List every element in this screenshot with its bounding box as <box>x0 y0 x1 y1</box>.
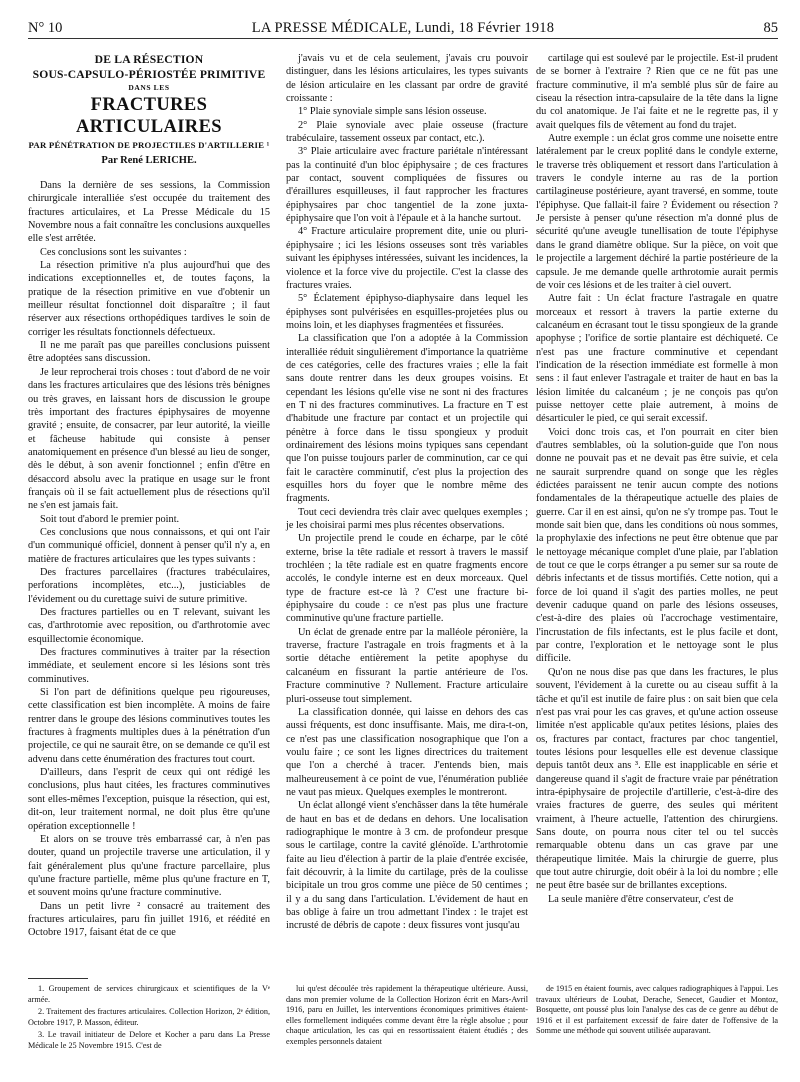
footnotes-column-3 <box>536 984 778 1039</box>
paragraph: cartilage qui est soulevé par le projectile. Est-il prudent de se borner à l'extraire ? Rien que ce ne fût pas une fracture comminutive, il m'a semblé plus sûr de faire au ciseau la résection intra-capsulaire de la tête dans la ligne du col anatomique. Je l'ai faite et ne le regrette pas, il y avait quelques fils de vêtement au fond du trajet. <box>536 53 778 131</box>
paragraph: j'avais vu et de cela seulement, j'avais cru pouvoir distinguer, dans les lésions articulaires, les types suivants de lésion articulaire en les classant par ordre de gravité croissante : <box>286 53 528 105</box>
paragraph: Autre exemple : un éclat gros comme une noisette entre latéralement par le creux poplité dans le condyle externe, le traverse très obliquement et ressort dans l'articulation à travers le condyle interne au ras de la portion cartilagineuse postérieure, ayant traversé, en somme, toute l'épiphyse. Que fallait-il faire ? Évidement ou résection ? Je persiste à penser qu'une résection m'a donné plus de sécurité qu'une aveugle tunellisation de toute l'épiphyse dans le grand diamètre oblique. Sur la pièce, on voit que le projectile a largement déchiré la partie postérieure de la capsule. Je me demande quelle arthrotomie aurait permis de voir ces lésions et de les traiter à ciel ouvert. <box>536 133 778 291</box>
paragraph: Des fractures partielles ou en T relevant, suivant les cas, d'arthrotomie avec reposition, ou d'arthrotomie avec esquillectomie économique. <box>28 607 270 645</box>
paragraph: La classification donnée, qui laisse en dehors des cas aussi fréquents, est donc insuffisante. Mais, me dira-t-on, ce n'est pas une classification nosographique que l'on a voulu faire ; ce sont les lignes directrices du traitement que l'on a cherché à tracer. J'entends bien, mais malheureusement à ce point de vue, l'énumération publiée ne vaut pas mieux. Quelques exemples le montreront. <box>286 706 528 798</box>
paragraph: Et alors on se trouve très embarrassé car, à n'en pas douter, quand un projectile traverse une articulation, il y fait généralement plus qu'une fracture parcellaire, plus qu'une fracture partielle, même plus qu'une fracture en T, et souvent moins qu'une fracture comminutive. <box>28 833 270 899</box>
footnote: lui qu'est découlée très rapidement la thérapeutique ultérieure. Aussi, dans mon premier volume de la Collection Horizon écrit en Mars-Avril 1916, paru en Juillet, les interventions économiques primitives étaient-elles formellement indiquées comme devant être la règle absolue ; pour chaque articulation, les cas qui en ressortissaient étaient étudiés ; des exemples personnels dataient <box>286 984 528 1046</box>
paragraph: La seule manière d'être conservateur, c'est de <box>548 893 734 905</box>
paragraph: Ces conclusions sont les suivantes : <box>40 246 187 258</box>
paragraph: Il ne me paraît pas que pareilles conclusions puissent être adoptées sans discussion. <box>28 340 270 365</box>
issue-number: N° 10 <box>28 19 63 36</box>
paragraph: 5° Éclatement épiphyso-diaphysaire dans lequel les épiphyses sont pulvérisées en esquilles-projetées plus ou moins loin, et les diaphyses fragmentées et fissurées. <box>286 293 528 331</box>
paragraph: 3° Plaie articulaire avec fracture pariétale n'intéressant pas la continuité d'un bloc épiphysaire ; de ces fractures par contact, souvent compliquées de fissures ou d'éraillures esquilleuses, il faut rapprocher les fractures épiphysaires par choc tangentiel de la zone juxta-épiphysaire que l'on voit à l'épaule et à la hanche surtout. <box>286 146 528 225</box>
paragraph: Dans la dernière de ses sessions, la Commission chirurgicale interalliée s'est occupée du traitement des fractures articulaires, et La Presse Médicale du 15 Novembre nous a fait connaître les conclusions auxquelles elle s'est arrêtée. <box>28 180 270 245</box>
paragraph: 1° Plaie synoviale simple sans lésion osseuse. <box>298 106 487 118</box>
article-author: Par René LERICHE. <box>101 155 197 166</box>
paragraph: Autre fait : Un éclat fracture l'astragale en quatre morceaux et ressort à travers la partie externe du calcanéum en écrasant tout le tissu spongieux de la grande apophyse ; l'orifice de sortie plantaire est déchiqueté. Ce n'est pas une fracture comminutive et cependant l'indication de la résection immédiate est formelle à mon sens : il faut enlever l'astragale et traiter de haut en bas la lésion limitée du calcanéum ; je ne conçois pas qu'on puisse nettoyer cette plaie autrement, à moins de désarticuler le pied, ce qui serait excessif. <box>536 293 778 425</box>
paragraph: 4° Fracture articulaire proprement dite, unie ou pluri-épiphysaire ; ici les lésions osseuses sont très variables suivant les épiphyses intéressées, suivant les incidences, la violence et la force vive du projectile. C'est la classe des fractures vraies. <box>286 226 528 291</box>
paragraph: Voici donc trois cas, et l'on pourrait en citer bien d'autres semblables, où la solution-guide que l'on nous donne ne pouvait pas et ne devait pas être suivie, et cela ne saurait surprendre quand on songe que les règles édictées paraissent ne tenir aucun compte des notions fondamentales de la thérapeutique actuelle des plaies de guerre. Car il en est ainsi, qu'on ne s'y trompe pas. Tout le monde sait bien que, dans les conditions où nous sommes, la prophylaxie des infections ne peut être obtenue que par le nettoyage mécanique complet d'une plaie, par l'ablation de tout ce que le corps étranger a pu semer sur sa route de débris infectants et de tissus mortifiés. Cette notion, qui a force de loi quand il s'agit des parties molles, ne peut devenir caduque quand on parle des lésions osseuses, c'est-à-dire des plaies où l'accrochage vestimentaire, l'incrustation de fils infectants, est le plus facile et dont, par contre, l'exploration et le nettoyage sont le plus difficile. <box>536 426 778 665</box>
paragraph: 2° Plaie synoviale avec plaie osseuse (fracture trabéculaire, tassement osseux par contact, etc.). <box>286 119 528 145</box>
column-2 <box>286 52 528 933</box>
paragraph: Un éclat allongé vient s'enchâsser dans la tête humérale de haut en bas et de dedans en dehors. Une localisation radiographique le montre à 3 cm. de profondeur presque sous le cartilage, contre la cavité glénoïde. L'arthrotomie faite au lieu d'élection à partir de la plaie d'entrée excisée, fait découvrir, à la limite du cartilage, près de la coulisse bicipitale un trou gros comme une pièce de 50 centimes ; il y a du sang dans l'articulation. L'évidement de haut en bas oblige à faire un trou admettant l'index : le trajet est incrusté de débris de capote : deux fissures vont jusqu'au <box>286 800 528 932</box>
paragraph: Des fractures parcellaires (fractures trabéculaires, perforations incomplètes, etc...), justiciables de l'évidement ou du curettage suivi de suture primitive. <box>28 566 270 605</box>
page-header <box>28 18 778 39</box>
article-subtitle: PAR PÉNÉTRATION DE PROJECTILES D'ARTILLERIE ¹ <box>28 140 270 150</box>
paragraph: Qu'on ne nous dise pas que dans les fractures, le plus souvent, l'évidement à la curette ou au ciseau suffit à la tâche et qu'il est inutile de faire plus : on sait bien que cela n'est pas vrai pour les cas graves, et qu'une action osseuse limitée n'est applicable qu'aux petites lésions, plaies des os, fractures par contact, fractures par choc tangentiel, toutes lésions pour lesquelles elle est devenue classique depuis tantôt deux ans ³. Elle est inapplicable en série et dangereuse quand il s'agit de fracture vraie par pénétration intra-épiphysaire de projectile d'artillerie, c'est-à-dire des vraies fractures de guerre, des seules qui méritent vraiment, à l'heure actuelle, l'attention des chirurgiens. Sans doute, on pourra nous citer tel ou tel succès remarquable obtenu dans un cas grave par une thérapeutique limitée. Mais la chirurgie de guerre, plus que tout autre chirurgie, doit obéir à la loi du nombre ; elle ne peut être basée sur de brillantes exceptions. <box>536 666 778 892</box>
paragraph: Ces conclusions que nous connaissons, et qui ont l'air d'un communiqué officiel, donnent à penser qu'il n'y a, en matière de fractures articulaires que les types suivants : <box>28 526 270 565</box>
column-3 <box>536 52 778 906</box>
journal-title: LA PRESSE MÉDICALE, Lundi, 18 Février 1918 <box>251 19 555 36</box>
paragraph: Des fractures comminutives à traiter par la résection immédiate, et seulement encore si les lésions sont très comminutives. <box>28 647 270 685</box>
footnote: de 1915 en étaient fournis, avec calques radiographiques à l'appui. Les travaux ultérieurs de Loubat, Derache, Senecet, Gaudier et Montoz, Bosquette, ont poussé plus loin l'analyse des cas de ce genre au début de 1916 et il est parfaitement excessif de faire dater de l'offensive de la Somme une méthode qui souvent utilisée auparavant. <box>536 984 778 1036</box>
article-title-block <box>28 52 270 169</box>
footnote-rule <box>28 978 88 979</box>
paragraph: Si l'on part de définitions quelque peu rigoureuses, cette classification est bien incomplète. A moins de faire rentrer dans le groupe des lésions comminutives toutes les fractures à fragments multiples dues à la pénétration d'un projectile, ce qui ne saurait être, on se demande ce qu'il est advenu dans cette énumération des fractures tout court. <box>28 687 270 765</box>
article-main-title: FRACTURES ARTICULAIRES <box>75 95 223 137</box>
paragraph: D'ailleurs, dans l'esprit de ceux qui ont rédigé les conclusions, plus haut citées, les fractures comminutives sont elles-mêmes l'exception, puisque la résection, qui est, dit-on, leur traitement normal, ne doit plus être qu'une opération exceptionnelle ! <box>28 767 270 832</box>
footnote: 2. Traitement des fractures articulaires. Collection Horizon, 2ᵉ édition, Octobre 1917, P. Masson, éditeur. <box>28 1007 270 1027</box>
paragraph: Soit tout d'abord le premier point. <box>40 513 180 525</box>
column-1-body <box>28 179 270 940</box>
page-number: 85 <box>763 19 778 36</box>
paragraph: Tout ceci deviendra très clair avec quelques exemples ; je les choisirai parmi mes plus récentes observations. <box>286 506 528 532</box>
footnotes-column-1 <box>28 984 270 1054</box>
footnote: 3. Le travail initiateur de Delore et Kocher a paru dans La Presse Médicale le 25 Novembre 1915. C'est de <box>28 1030 270 1050</box>
title-line-3: DANS LES <box>128 83 170 92</box>
paragraph: Un projectile prend le coude en écharpe, par le côté externe, brise la tête radiale et ressort à travers le massif trochléen ; la tête radiale est en quatre fragments encore accolés, le condyle interne est en deux morceaux. Quel type de fracture est-ce là ? C'est une fracture bi-épiphysaire du coude : ce n'est pas plus une fracture comminutive qu'une fracture partielle. <box>286 533 528 625</box>
footnote: 1. Groupement de services chirurgicaux et scientifiques de la Vᵉ armée. <box>28 984 270 1004</box>
paragraph: La classification que l'on a adoptée à la Commission interalliée réduit singulièrement d'importance la quatrième de ces catégories, celle des fractures vraies ; elle la fait sans doute rentrer dans les deux groupes voisins. Et cependant les lésions qu'elle vise ne sont ni des fractures en T ni des fractures comminutives. La fracture en T est d'habitude une fracture par contact et un projectile qui pénètre à force dans le tissu spongieux y produit ordinairement des lésions moins typiques sans cependant que l'on puisse toujours parler de comminution, car ce qui fait le caractère comminutif, c'est plus la projection des esquilles hors du foyer que le nombre même des fragments. <box>286 333 528 505</box>
column-1 <box>28 52 270 940</box>
title-line-2: SOUS-CAPSULO-PÉRIOSTÉE PRIMITIVE <box>32 68 266 81</box>
footnotes-column-2 <box>286 984 528 1050</box>
paragraph: La résection primitive n'a plus aujourd'hui que des indications exceptionnelles et, de toutes façons, la pratique de la résection primitive en vue d'obtenir un meilleur résultat fonctionnel doit disparaître ; il faut réserver aux résections orthopédiques tardives le soin de corriger les résultats fonctionnels défectueux. <box>28 260 270 338</box>
paragraph: Dans un petit livre ² consacré au traitement des fractures articulaires, paru fin juillet 1916, et réédité en Octobre 1917, faisant état de ce que <box>28 900 270 939</box>
paragraph: Je leur reprocherai trois choses : tout d'abord de ne voir dans les fractures articulaires que des lésions très bénignes ou très graves, en laissant hors de discussion le groupe très important des fractures épiphysaires de moyenne gravité ; ensuite, de consacrer, par leur autorité, la vieille et fâcheuse habitude qui consiste à penser anatomiquement en présence d'un blessé au lieu de songer, dès le début, à son avenir fonctionnel ; enfin d'être en désaccord absolu avec la pratique en usage sur le front français où il se fait actuellement plus de résections qu'il ne s'en est jamais fait. <box>28 366 270 512</box>
title-line-1: DE LA RÉSECTION <box>94 53 204 66</box>
paragraph: Un éclat de grenade entre par la malléole péronière, la traverse, fracture l'astragale en trois fragments et à la sortie détache entièrement la petite apophyse du calcanéum en fissurant la partie antérieure de l'os. Fracture comminutive ? Nullement. Fracture articulaire pluri-osseuse tout simplement. <box>286 626 528 705</box>
